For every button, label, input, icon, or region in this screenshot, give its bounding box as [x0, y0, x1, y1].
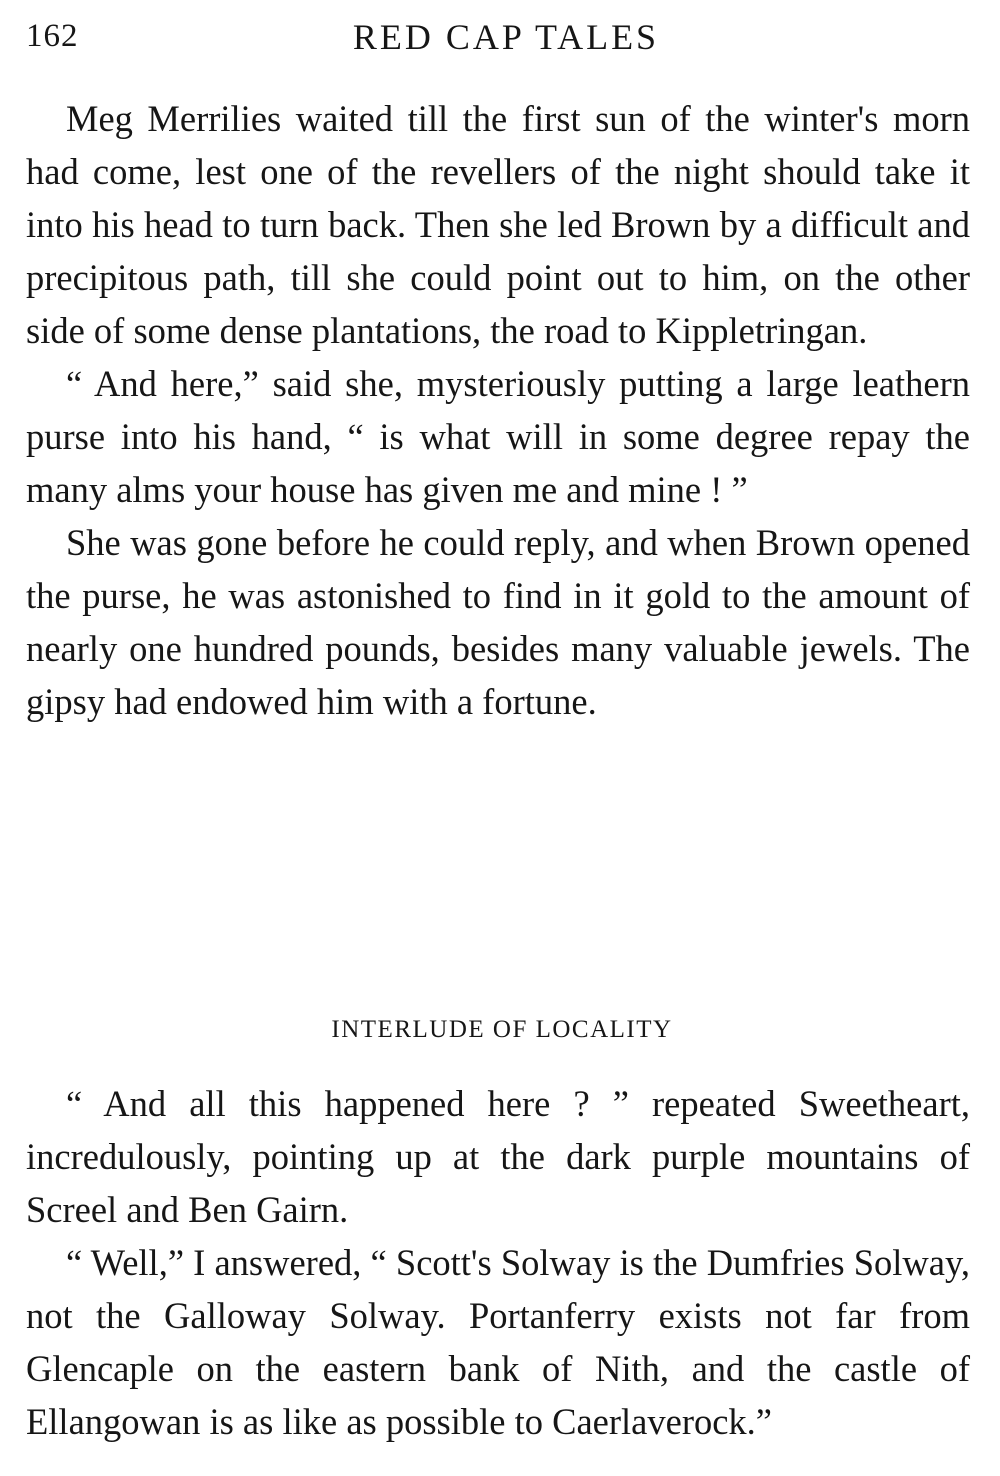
paragraph: “ Well,” I answered, “ Scott's Solway is the Dumfries Solway, not the Galloway Solway. Portanferry exists not far from Glencaple on the eastern bank of Nith, and the castle of Ellangowan is as like as possible to Caerlaverock.”: [26, 1242, 970, 1442]
paragraph: She was gone before he could reply, and when Brown opened the purse, he was astonished to find in it gold to the amount of nearly one hundred pounds, besides many valuable jewels. The gipsy had endowed him with a fortune.: [26, 522, 970, 722]
running-title: RED CAP TALES: [352, 17, 660, 57]
story-text: [26, 92, 970, 728]
running-head: [26, 14, 970, 64]
page-number: 162: [26, 18, 79, 54]
paragraph: Meg Merrilies waited till the first sun of the winter's morn had come, lest one of the revellers of the night should take it into his head to turn back. Then she led Brown by a difficult and precipitous path, till she could point out to him, on the other side of some dense plantations, the road to Kippletringan.: [26, 98, 970, 351]
book-page: [26, 0, 970, 1476]
paragraph: “ And all this happened here ? ” repeated Sweetheart, incredulously, pointing up at the dark purple mountains of Screel and Ben Gairn.: [26, 1083, 970, 1230]
interlude-text: [26, 1077, 970, 1448]
section-heading: INTERLUDE OF LOCALITY: [331, 1016, 673, 1043]
paragraph: “ And here,” said she, mysteriously putting a large leathern purse into his hand, “ is what will in some degree repay the many alms your house has given me and mine ! ”: [26, 363, 970, 510]
